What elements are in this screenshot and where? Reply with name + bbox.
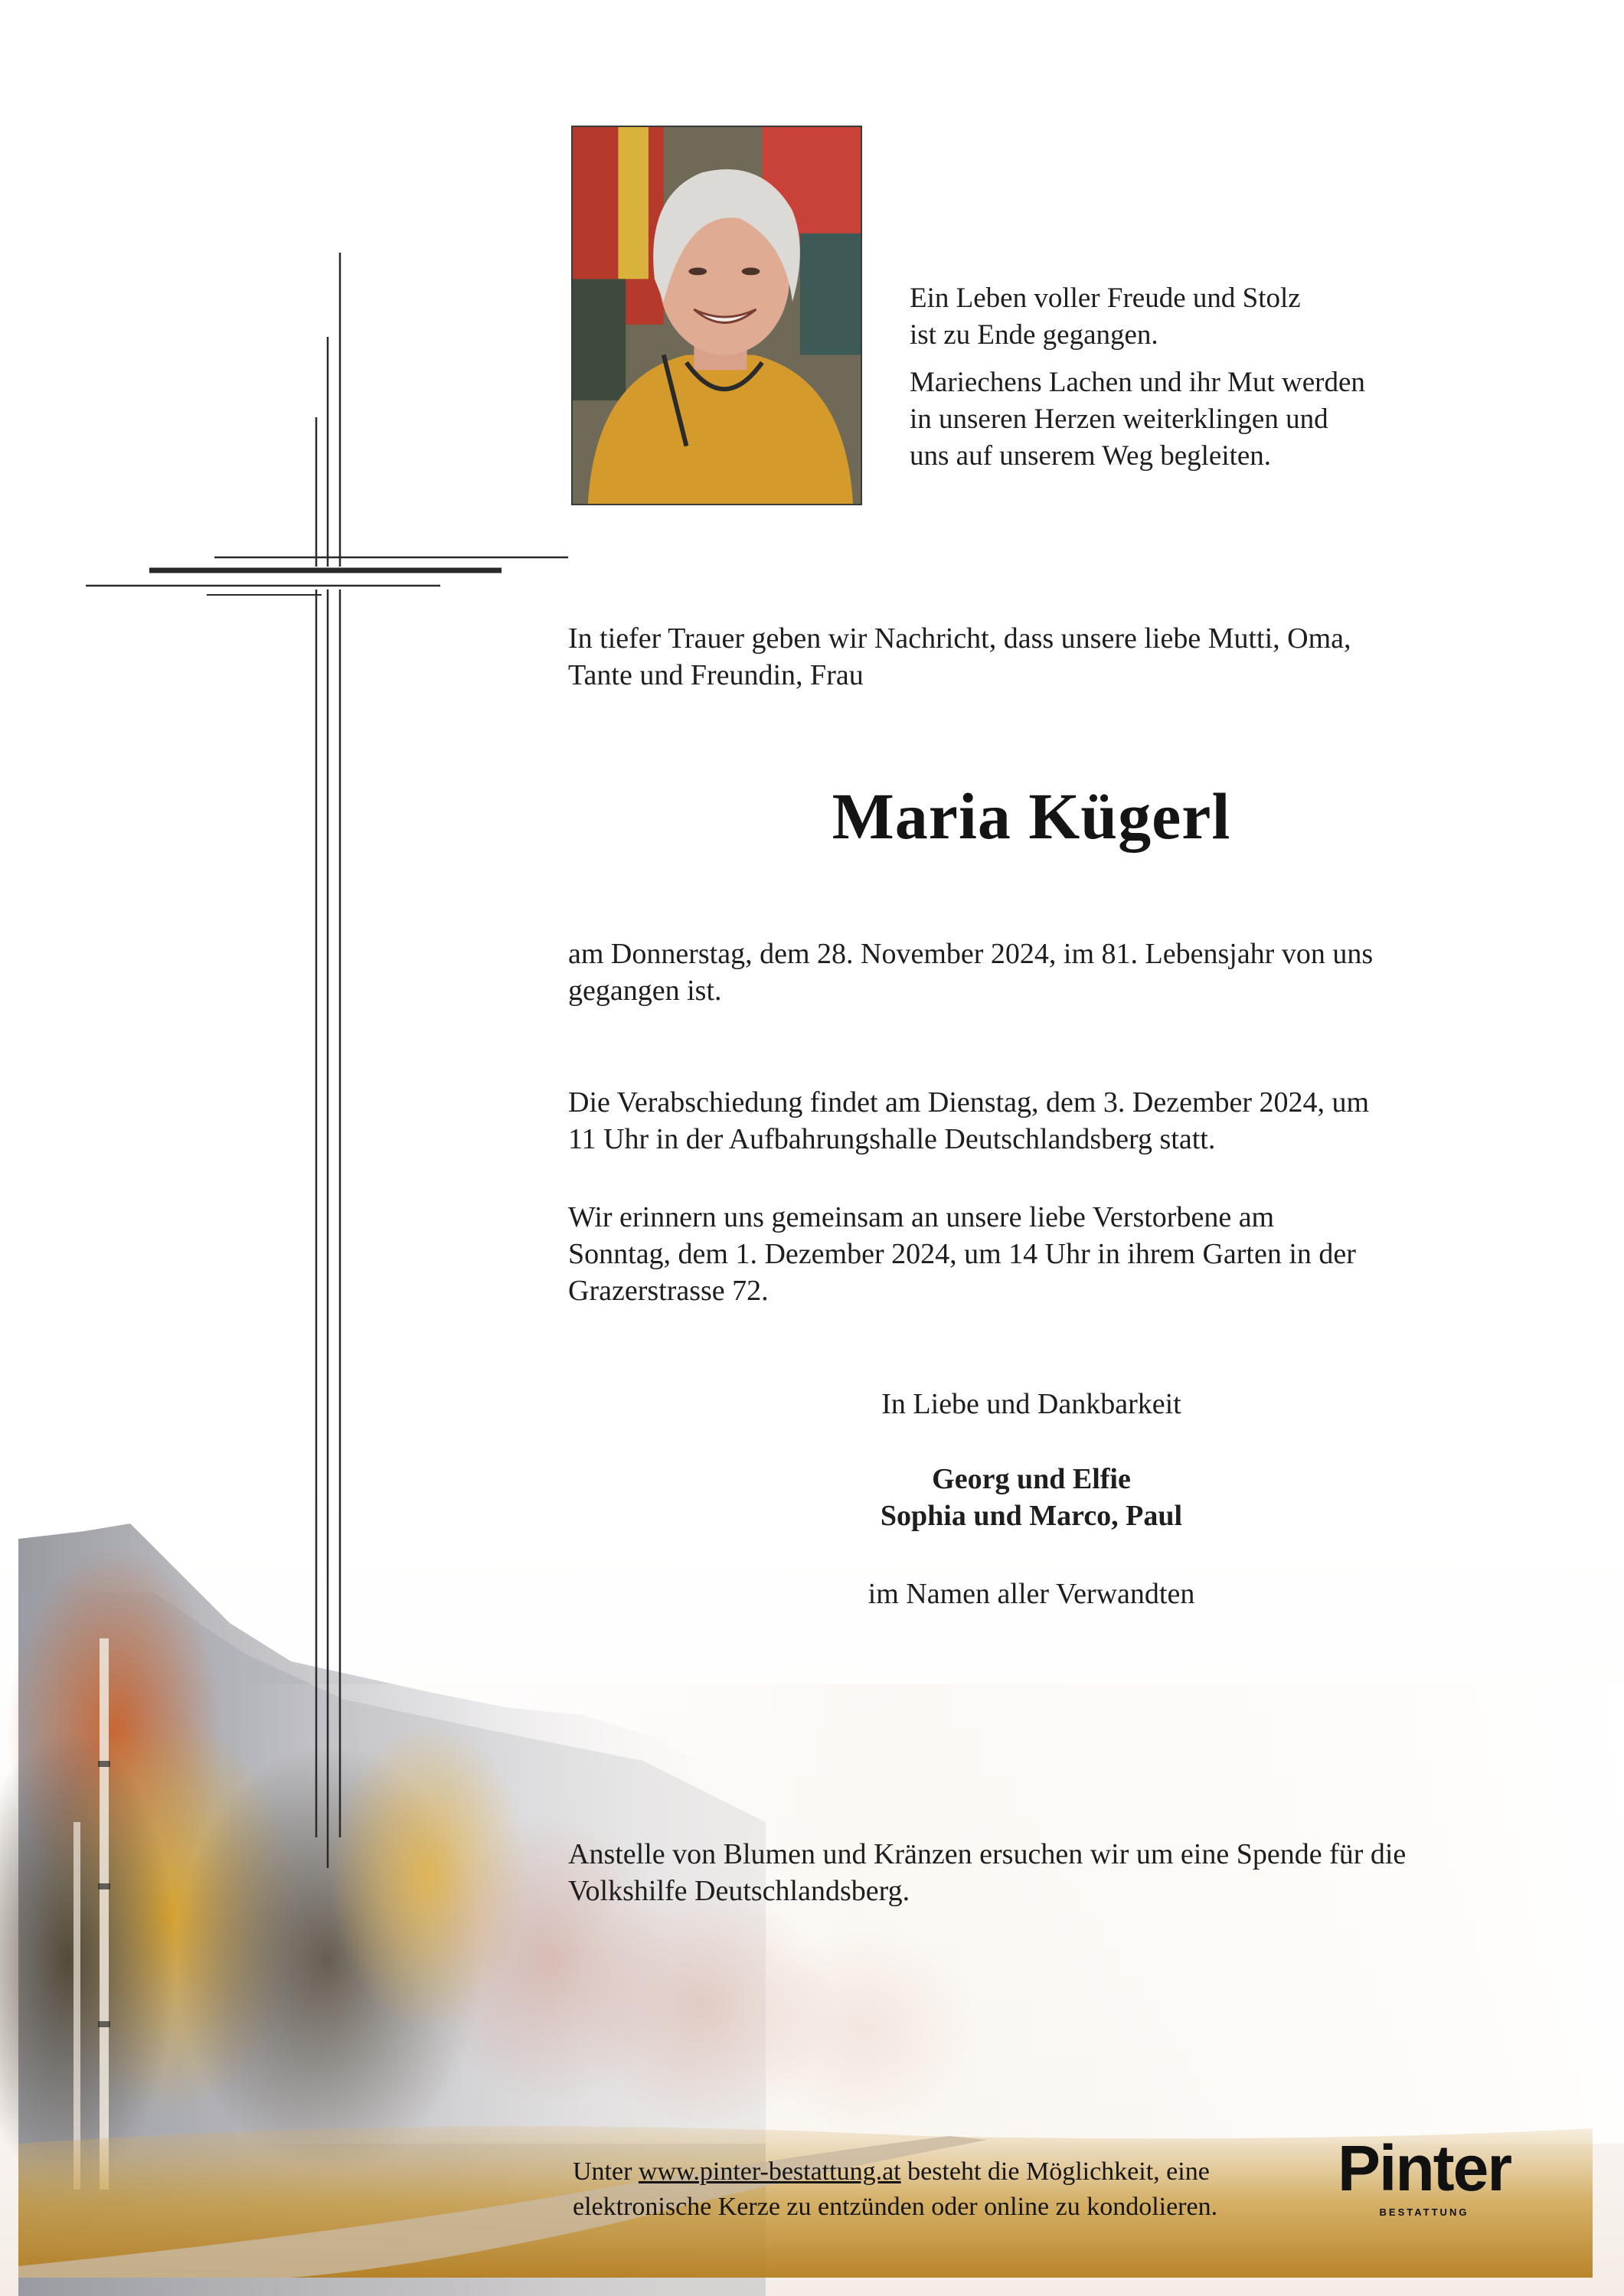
remember-line: Wir erinnern uns gemeinsam an unsere liebe Verstorbene am — [568, 1201, 1275, 1233]
intro-line: In tiefer Trauer geben wir Nachricht, dass unsere liebe Mutti, Oma, — [568, 622, 1351, 655]
death-notice — [568, 936, 1510, 1009]
portrait-photo — [571, 126, 862, 505]
condolence-footer — [573, 2154, 1338, 2225]
quote-line: Ein Leben voller Freude und Stolz — [910, 283, 1301, 314]
remember-line: Grazerstrasse 72. — [568, 1275, 769, 1307]
footer-suffix: besteht die Möglichkeit, eine — [900, 2157, 1210, 2186]
website-link[interactable]: www.pinter-bestattung.at — [638, 2157, 901, 2186]
signers — [568, 1461, 1495, 1534]
footer-line: elektronische Kerze zu entzünden oder online zu kondolieren. — [573, 2193, 1218, 2221]
quote-line: ist zu Ende gegangen. — [910, 319, 1158, 351]
quote-line: in unseren Herzen weiterklingen und — [910, 403, 1328, 435]
signer: Georg und Elfie — [932, 1463, 1131, 1495]
memorial-quote — [910, 280, 1400, 485]
farewell-line: 11 Uhr in der Aufbahrungshalle Deutschlandsberg statt. — [568, 1123, 1216, 1155]
death-line: am Donnerstag, dem 28. November 2024, im 81. Lebensjahr von uns — [568, 938, 1374, 970]
announcement-intro — [568, 620, 1502, 694]
quote-line: uns auf unserem Weg begleiten. — [910, 440, 1272, 472]
death-line: gegangen ist. — [568, 975, 722, 1007]
logo-subtitle: BESTATTUNG — [1379, 2206, 1469, 2218]
logo-brand: Pinter — [1337, 2132, 1511, 2204]
deceased-name: Maria Kügerl — [832, 779, 1231, 853]
farewell-line: Die Verabschiedung findet am Dienstag, dem 3. Dezember 2024, um — [568, 1086, 1370, 1119]
signer: Sophia und Marco, Paul — [880, 1500, 1183, 1532]
donation-request — [568, 1836, 1510, 1909]
intro-line: Tante und Freundin, Frau — [568, 659, 864, 691]
family-line: im Namen aller Verwandten — [868, 1578, 1195, 1610]
farewell-info — [568, 1084, 1510, 1158]
footer-prefix: Unter — [573, 2157, 639, 2186]
closing-line: In Liebe und Dankbarkeit — [881, 1388, 1181, 1420]
pinter-logo — [1332, 2132, 1516, 2218]
remembrance-info — [568, 1199, 1510, 1309]
quote-line: Mariechens Lachen und ihr Mut werden — [910, 367, 1365, 398]
remember-line: Sonntag, dem 1. Dezember 2024, um 14 Uhr in ihrem Garten in der — [568, 1238, 1356, 1270]
donation-line: Anstelle von Blumen und Kränzen ersuchen wir um eine Spende für die — [568, 1838, 1407, 1870]
donation-line: Volkshilfe Deutschlandsberg. — [568, 1875, 910, 1907]
cross-icon — [0, 0, 613, 1914]
